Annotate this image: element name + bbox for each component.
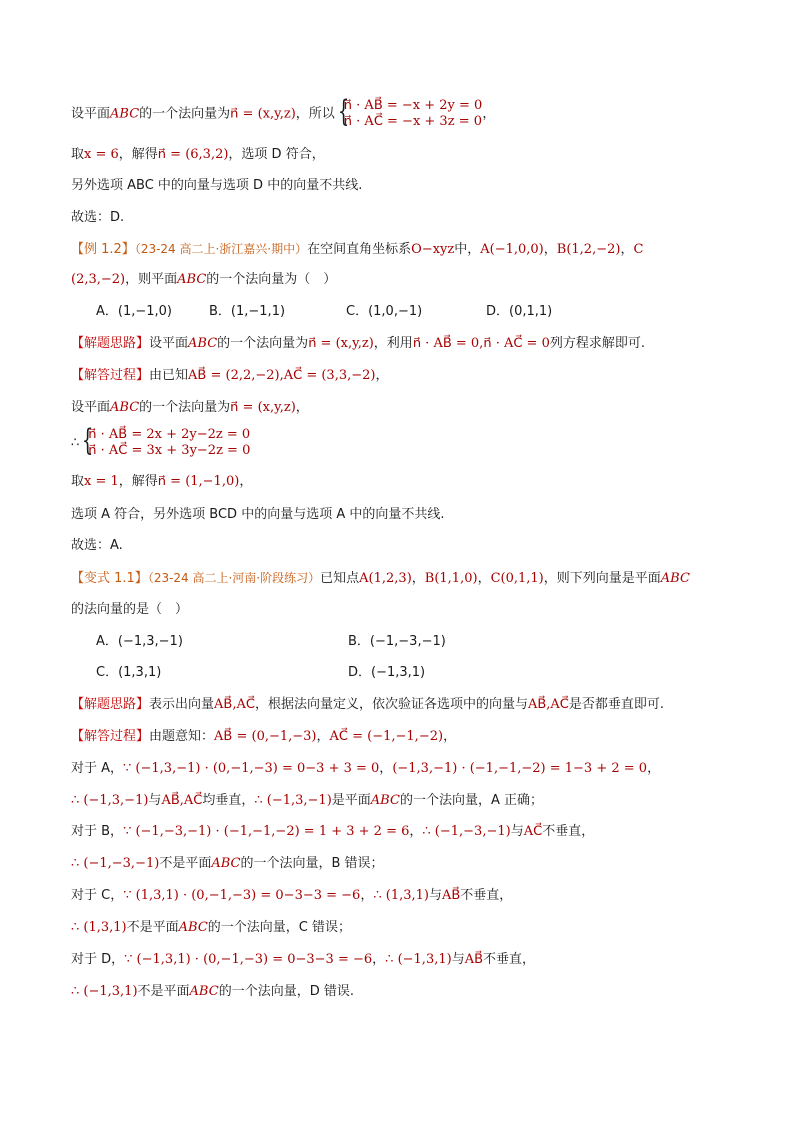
text: ， bbox=[360, 888, 374, 903]
text: 设平面 bbox=[71, 400, 111, 415]
text: ， bbox=[295, 400, 309, 415]
text: ， bbox=[647, 761, 661, 776]
text: 设平面 bbox=[71, 106, 111, 122]
solution-line-2 bbox=[71, 145, 734, 165]
math: x = 1 bbox=[84, 474, 119, 489]
math: B(1,1,0) bbox=[424, 571, 478, 586]
text: ， bbox=[543, 242, 557, 257]
text: 取 bbox=[71, 147, 85, 162]
text: 取 bbox=[71, 474, 85, 489]
source-label: （23-24 高二上·浙江嘉兴·期中） bbox=[134, 242, 308, 256]
math: ∵ (−1,−3,−1) · (−1,−1,−2) = 1 + 3 + 2 = 6 bbox=[123, 824, 410, 839]
text: 的一个法向量，D 错误. bbox=[218, 984, 354, 999]
process-line-2 bbox=[71, 398, 734, 418]
answer-line: 故选：A. bbox=[71, 538, 123, 553]
text: ，所以 bbox=[295, 106, 335, 122]
math: n⃗ = (x,y,z) bbox=[308, 336, 374, 351]
text: ， bbox=[411, 571, 425, 586]
check-c-result bbox=[71, 918, 734, 938]
equation: { n⃗ · AB⃗ = 2x + 2y−2z = 0 bbox=[88, 427, 251, 442]
math: ∵ (−1,3,1) · (0,−1,−3) = 0−3−3 = −6 bbox=[124, 952, 373, 967]
variant-tag: 【变式 1.1】 bbox=[71, 571, 148, 586]
solution-line-1 bbox=[71, 98, 734, 130]
text: 由已知 bbox=[149, 368, 189, 383]
text: 对于 A， bbox=[71, 761, 124, 776]
text: ，选项 D 符合， bbox=[228, 147, 325, 162]
math: ∴ (−1,−3,−1) bbox=[422, 824, 511, 839]
text: ， bbox=[372, 952, 386, 967]
therefore-symbol: ∴ bbox=[71, 435, 80, 451]
math: A(1,2,3) bbox=[359, 571, 412, 586]
math: ∴ (−1,−3,−1) bbox=[71, 856, 160, 871]
process-line-1 bbox=[71, 727, 734, 747]
plane-name: ABC bbox=[188, 336, 218, 351]
text: 与 bbox=[148, 793, 162, 808]
math: x = 6 bbox=[84, 147, 119, 162]
text: 的一个法向量为 bbox=[139, 400, 231, 415]
text: ，则下列向量是平面 bbox=[543, 571, 661, 586]
math: AB⃗,AC⃗ bbox=[214, 697, 255, 712]
check-b-line bbox=[71, 822, 734, 842]
equation: n⃗ · AC⃗ = −x + 3z = 0 bbox=[343, 114, 482, 129]
math: ∴ (1,3,1) bbox=[373, 888, 429, 903]
text: 不是平面 bbox=[126, 920, 179, 935]
process-tag: 【解答过程】 bbox=[71, 729, 150, 744]
text: ， bbox=[482, 106, 496, 122]
math: O−xyz bbox=[411, 242, 455, 257]
math: n⃗ · AB⃗ = 0,n⃗ · AC⃗ = 0 bbox=[412, 336, 550, 351]
check-d-line bbox=[71, 950, 734, 970]
text: ，解得 bbox=[118, 147, 158, 162]
text: ， bbox=[409, 824, 423, 839]
text: 由题意知： bbox=[149, 729, 215, 744]
math: AB⃗ = (2,2,−2),AC⃗ = (3,3,−2) bbox=[188, 368, 376, 383]
text: 的一个法向量，B 错误； bbox=[240, 856, 384, 871]
math: (2,3,−2) bbox=[71, 272, 126, 287]
equation-system bbox=[335, 98, 483, 130]
text: 设平面 bbox=[149, 336, 189, 351]
text: 的一个法向量为 bbox=[217, 336, 309, 351]
text: 对于 D， bbox=[71, 952, 125, 967]
math: AB⃗,AC⃗ bbox=[161, 793, 203, 808]
text: 已知点 bbox=[320, 571, 360, 586]
plane-name: ABC bbox=[211, 856, 241, 871]
math: ∴ (−1,3,1) bbox=[71, 984, 138, 999]
process-line-5: 选项 A 符合，另外选项 BCD 中的向量与选项 A 中的向量不共线. bbox=[71, 507, 445, 522]
text: 与 bbox=[510, 824, 524, 839]
example-question bbox=[71, 239, 734, 260]
text: 的一个法向量为（ ） bbox=[206, 272, 337, 287]
option-a: A．(1,−1,0) bbox=[96, 304, 173, 319]
variant-question-2: 的法向量的是（ ） bbox=[71, 602, 189, 617]
math: AB⃗,AC⃗ bbox=[527, 697, 569, 712]
plane-name: ABC bbox=[110, 106, 140, 122]
text: 不是平面 bbox=[159, 856, 212, 871]
example-tag: 【例 1.2】 bbox=[71, 242, 135, 257]
text: ， bbox=[620, 242, 634, 257]
text: 中， bbox=[454, 242, 481, 257]
check-c-line bbox=[71, 886, 734, 906]
process-line-4 bbox=[71, 472, 734, 492]
plane-name: ABC bbox=[178, 920, 208, 935]
text: ， bbox=[239, 474, 253, 489]
option-b: B．(−1,−3,−1) bbox=[348, 634, 446, 649]
process-line-1 bbox=[71, 366, 734, 386]
math: C(0,1,1) bbox=[490, 571, 544, 586]
math: n⃗ = (1,−1,0) bbox=[157, 474, 240, 489]
math: AB⃗ bbox=[441, 888, 461, 903]
normal-vector: n⃗ = (x,y,z) bbox=[230, 106, 296, 122]
option-d: D．(0,1,1) bbox=[486, 304, 553, 319]
text: 不垂直， bbox=[542, 824, 595, 839]
idea-tag: 【解题思路】 bbox=[71, 697, 150, 712]
plane-name: ABC bbox=[177, 272, 207, 287]
solution-line-3: 另外选项 ABC 中的向量与选项 D 中的向量不共线. bbox=[71, 178, 363, 193]
text: 对于 C， bbox=[71, 888, 124, 903]
process-tag: 【解答过程】 bbox=[71, 368, 150, 383]
math: n⃗ = (6,3,2) bbox=[157, 147, 229, 162]
text: 的一个法向量为 bbox=[139, 106, 231, 122]
text: ， bbox=[375, 368, 389, 383]
plane-name: ABC bbox=[370, 793, 400, 808]
text: 的一个法向量，C 错误； bbox=[207, 920, 351, 935]
text: 对于 B， bbox=[71, 824, 124, 839]
math: AB⃗ bbox=[464, 952, 484, 967]
text: 不是平面 bbox=[137, 984, 190, 999]
text: ，解得 bbox=[118, 474, 158, 489]
plane-name: ABC bbox=[660, 571, 690, 586]
text: 不垂直， bbox=[460, 888, 513, 903]
text: 不垂直， bbox=[483, 952, 536, 967]
idea-line bbox=[71, 695, 734, 715]
text: 的一个法向量，A 正确； bbox=[399, 793, 543, 808]
text: 均垂直， bbox=[202, 793, 255, 808]
idea-line bbox=[71, 334, 734, 354]
math: n⃗ = (x,y,z) bbox=[230, 400, 296, 415]
text: ， bbox=[443, 729, 457, 744]
text: ， bbox=[379, 761, 393, 776]
option-a: A．(−1,3,−1) bbox=[96, 634, 183, 649]
text: ，则平面 bbox=[125, 272, 178, 287]
math: C bbox=[633, 242, 644, 257]
plane-name: ABC bbox=[189, 984, 219, 999]
text: ，根据法向量定义，依次验证各选项中的向量与 bbox=[254, 697, 528, 712]
text: 在空间直角坐标系 bbox=[307, 242, 412, 257]
example-question-2 bbox=[71, 270, 734, 290]
variant-question bbox=[71, 568, 734, 589]
option-b: B．(1,−1,1) bbox=[209, 304, 286, 319]
text: 列方程求解即可. bbox=[549, 336, 645, 351]
math: B(1,2,−2) bbox=[556, 242, 621, 257]
math: ∴ (−1,3,−1) bbox=[254, 793, 332, 808]
math: ∵ (−1,3,−1) · (0,−1,−3) = 0−3 + 3 = 0 bbox=[123, 761, 380, 776]
math: ∴ (−1,3,1) bbox=[385, 952, 452, 967]
source-label: （23-24 高二上·河南·阶段练习） bbox=[147, 571, 321, 585]
option-c: C．(1,3,1) bbox=[96, 665, 162, 680]
math: A(−1,0,0) bbox=[480, 242, 544, 257]
text: 表示出向量 bbox=[149, 697, 215, 712]
check-d-result bbox=[71, 982, 734, 1002]
check-a-line bbox=[71, 759, 734, 779]
equation-system bbox=[79, 427, 250, 459]
idea-tag: 【解题思路】 bbox=[71, 336, 150, 351]
equation: { n⃗ · AB⃗ = −x + 2y = 0 bbox=[343, 98, 483, 113]
equation: n⃗ · AC⃗ = 3x + 3y−2z = 0 bbox=[88, 443, 251, 458]
check-a-result bbox=[71, 791, 734, 811]
check-b-result bbox=[71, 854, 734, 874]
text: ， bbox=[316, 729, 330, 744]
answer-line: 故选：D. bbox=[71, 210, 125, 225]
plane-name: ABC bbox=[110, 400, 140, 415]
text: 与 bbox=[428, 888, 442, 903]
math: AC⃗ bbox=[523, 824, 543, 839]
math: ∴ (−1,3,−1) bbox=[71, 793, 149, 808]
math: ∵ (1,3,1) · (0,−1,−3) = 0−3−3 = −6 bbox=[123, 888, 361, 903]
text: 是平面 bbox=[331, 793, 371, 808]
math: AB⃗ = (0,−1,−3) bbox=[214, 729, 317, 744]
text: 是否都垂直即可. bbox=[568, 697, 664, 712]
math: ∴ (1,3,1) bbox=[71, 920, 127, 935]
text: ， bbox=[477, 571, 491, 586]
math: (−1,3,−1) · (−1,−1,−2) = 1−3 + 2 = 0 bbox=[392, 761, 648, 776]
option-c: C．(1,0,−1) bbox=[346, 304, 423, 319]
process-line-3 bbox=[71, 427, 734, 459]
text: ，利用 bbox=[373, 336, 413, 351]
text: 与 bbox=[451, 952, 465, 967]
math: AC⃗ = (−1,−1,−2) bbox=[329, 729, 444, 744]
option-d: D．(−1,3,1) bbox=[348, 665, 426, 680]
